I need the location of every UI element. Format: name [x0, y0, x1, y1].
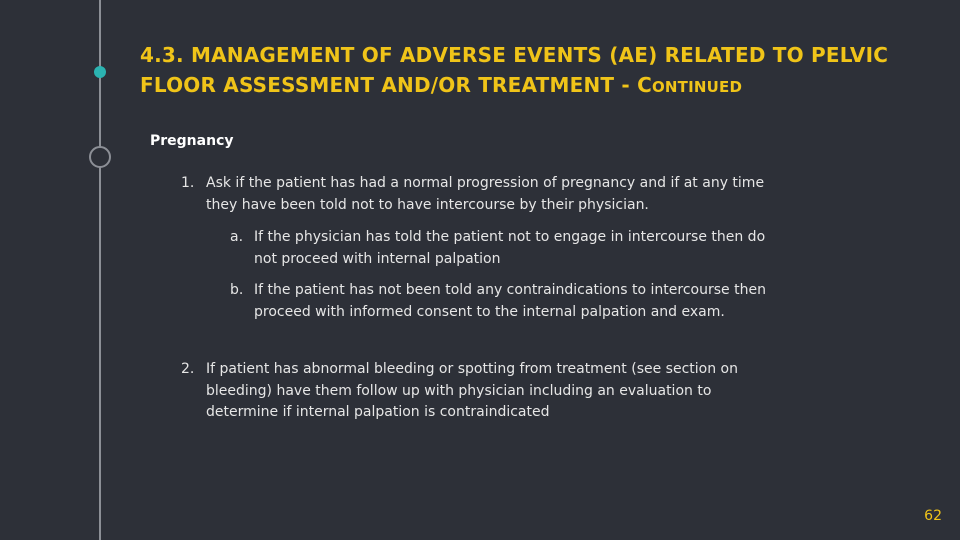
- timeline-dot-active: [94, 66, 106, 78]
- title-continued-cap: C: [637, 73, 652, 97]
- list-item-2: [181, 359, 771, 424]
- list-item-text: Ask if the patient has had a normal progression of pregnancy and if at any time they have been told not to have intercourse by their physician.: [206, 175, 765, 213]
- sub-item-text: If the physician has told the patient not to engage in intercourse then do not proceed with internal palpation: [254, 229, 766, 267]
- sub-item-a: [230, 227, 790, 270]
- list-item-text: If patient has abnormal bleeding or spotting from treatment (see section on bleeding) have them follow up with physician including an evaluation to determine if internal palpation is contraindicated: [206, 361, 738, 420]
- slide-title: [140, 40, 920, 102]
- title-continued-rest: ONTINUED: [651, 78, 743, 96]
- title-main: 4.3. MANAGEMENT OF ADVERSE EVENTS (AE) RELATED TO PELVIC FLOOR ASSESSMENT AND/OR TREATMENT -: [140, 43, 889, 97]
- timeline-line: [99, 0, 101, 540]
- list-item-number: 2.: [181, 361, 195, 377]
- subheading: Pregnancy: [150, 133, 234, 149]
- sub-item-letter: b.: [230, 282, 244, 298]
- timeline-dot-hollow: [89, 146, 111, 168]
- sub-item-b: [230, 280, 790, 323]
- list-item-1: [181, 173, 791, 216]
- sub-item-text: If the patient has not been told any contraindications to intercourse then proceed with informed consent to the internal palpation and exam.: [254, 282, 766, 320]
- sub-item-letter: a.: [230, 229, 244, 245]
- page-number: 62: [924, 508, 942, 524]
- list-item-number: 1.: [181, 175, 195, 191]
